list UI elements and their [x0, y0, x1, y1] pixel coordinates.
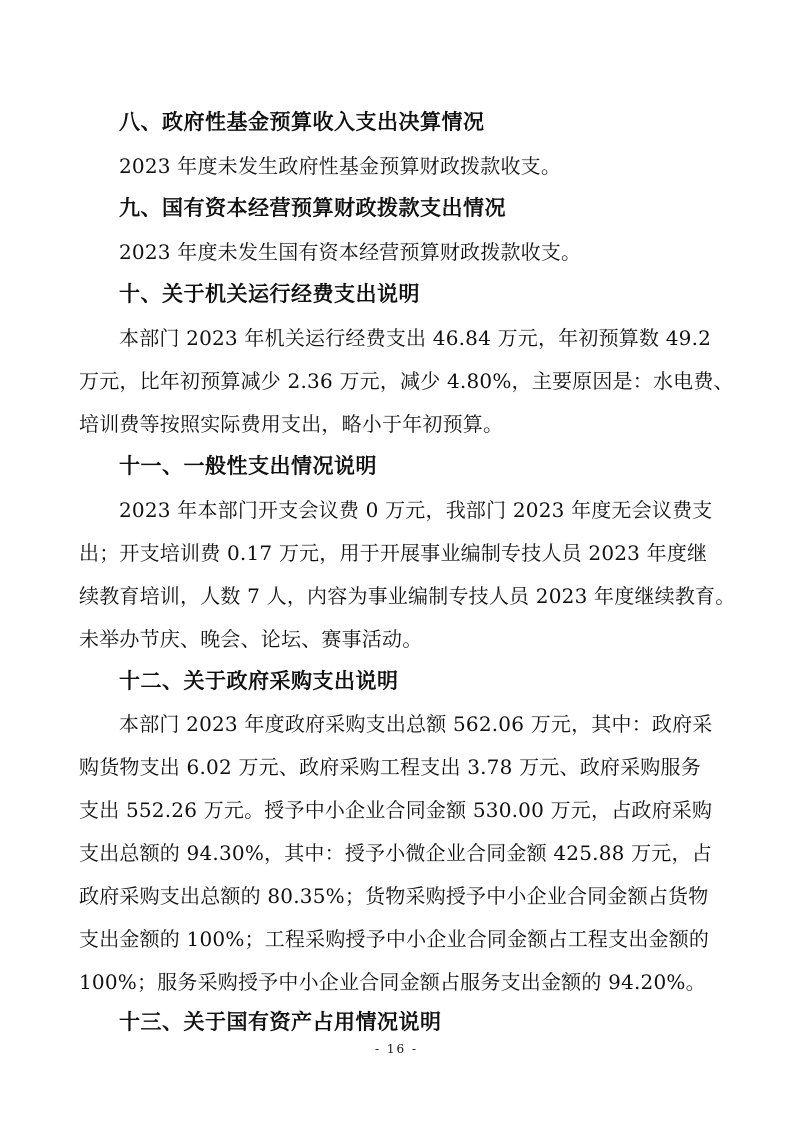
section-11-line-2: 出；开支培训费 0.17 万元，用于开展事业编制专技人员 2023 年度继: [79, 541, 708, 565]
section-11-heading: 十一、一般性支出情况说明: [119, 454, 377, 478]
section-12-line-5: 政府采购支出总额的 80.35%；货物采购授予中小企业合同金额占货物: [79, 884, 709, 908]
section-12-heading: 十二、关于政府采购支出说明: [119, 669, 399, 693]
section-12-line-4: 支出总额的 94.30%，其中：授予小微企业合同金额 425.88 万元，占: [79, 841, 712, 865]
section-10-heading: 十、关于机关运行经费支出说明: [119, 282, 420, 306]
section-12-line-7: 100%；服务采购授予中小企业合同金额占服务支出金额的 94.20%。: [79, 970, 706, 994]
section-12-line-1: 本部门 2023 年度政府采购支出总额 562.06 万元，其中：政府采: [119, 712, 713, 736]
section-10-line-1: 本部门 2023 年机关运行经费支出 46.84 万元，年初预算数 49.2: [119, 326, 712, 350]
section-10-line-3: 培训费等按照实际费用支出，略小于年初预算。: [79, 412, 504, 436]
section-9-heading: 九、国有资本经营预算财政拨款支出情况: [119, 196, 506, 220]
section-11-line-4: 未举办节庆、晚会、论坛、赛事活动。: [79, 627, 423, 651]
section-11-line-1: 2023 年本部门开支会议费 0 万元，我部门 2023 年度无会议费支: [119, 498, 713, 522]
section-10-line-2: 万元，比年初预算减少 2.36 万元，减少 4.80%，主要原因是：水电费、: [79, 369, 734, 393]
section-8-text: 2023 年度未发生政府性基金预算财政拨款收支。: [119, 154, 562, 178]
section-11-line-3: 续教育培训，人数 7 人，内容为事业编制专技人员 2023 年度继续教育。: [79, 584, 736, 608]
section-9-text: 2023 年度未发生国有资本经营预算财政拨款收支。: [119, 240, 582, 264]
section-8-heading: 八、政府性基金预算收入支出决算情况: [119, 110, 485, 134]
section-12-line-6: 支出金额的 100%；工程采购授予中小企业合同金额占工程支出金额的: [79, 927, 710, 951]
section-12-line-2: 购货物支出 6.02 万元、政府采购工程支出 3.78 万元、政府采购服务: [79, 755, 701, 779]
section-12-line-3: 支出 552.26 万元。授予中小企业合同金额 530.00 万元，占政府采购: [79, 798, 713, 822]
section-13-heading: 十三、关于国有资产占用情况说明: [119, 1010, 442, 1034]
page-number: - 16 -: [374, 1042, 418, 1056]
